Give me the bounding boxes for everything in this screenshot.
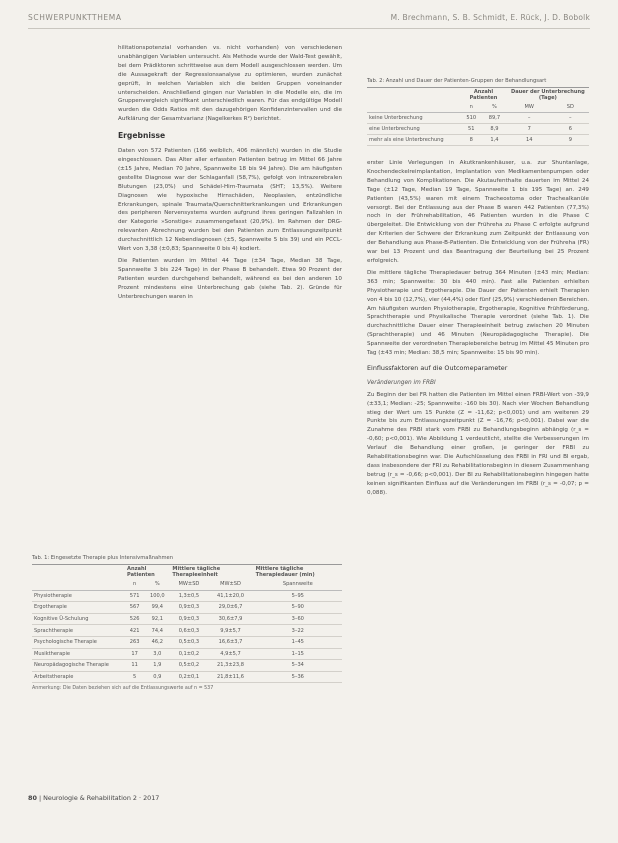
table-1-header-daily: Mittlere tägliche Therapieeinheit bbox=[170, 565, 253, 580]
cell-mw-units: 0,2±0,1 bbox=[170, 671, 207, 683]
table-1-header-patients: Anzahl Patienten bbox=[125, 565, 170, 580]
row-label: eine Unterbrechung bbox=[367, 124, 460, 135]
row-label: Arbeitstherapie bbox=[32, 671, 125, 683]
cell-mw-minutes: 4,9±5,7 bbox=[207, 648, 253, 660]
table-row bbox=[32, 660, 342, 672]
cell-mw-units: 0,9±0,3 bbox=[170, 602, 207, 614]
duration-paragraph: Die Patienten wurden im Mittel 44 Tage (±34 Tage, Median 38 Tage, Spannweite 3 bis 224 Tage) in der Phase B behandelt. Etwa 90 Prozent der Patienten wurden durchgehend behandelt, während es bei den anderen 10 Prozent mindestens eine Unterbrechung gab (siehe Tab. 2). Gründe für Unterbrechungen waren in bbox=[118, 257, 342, 300]
table-2-subheader: n bbox=[460, 102, 482, 113]
table-1-grid bbox=[32, 564, 342, 683]
intro-paragraph: hilitationspotenzial vorhanden vs. nicht vorhanden) von verschiedenen unabhängigen Variablen untersucht. Als Methode wurde der Wald-Test gewählt, bei dem Prädiktoren schrittweise aus dem Modell ausgeschlossen werden. Um die Aussagekraft der Regressionsanalyse zu optimieren, wurden zunächst geprüft, in welchen Variablen sich die beiden Gruppen voneinander unterscheiden. Anschließend gingen nur Variablen in die Modelle ein, die im Gruppenvergleich signifikant unterschiedlich waren. Für das endgültige Modell wurden die Odds Ratios mit den dazugehörigen Konfidenzintervallen und die Aufklärung der Gesamtvarianz (Nagelkerkes R²) berichtet. bbox=[118, 45, 342, 123]
table-row bbox=[32, 625, 342, 637]
left-column bbox=[118, 44, 342, 304]
section-label: SCHWERPUNKTTHEMA bbox=[28, 13, 122, 22]
cell-mw-units: 1,3±0,5 bbox=[170, 590, 207, 602]
cell-mw-units: 0,6±0,3 bbox=[170, 625, 207, 637]
cell-range: 5–36 bbox=[254, 671, 342, 683]
cell-pct: 89,7 bbox=[482, 113, 507, 124]
cell-n: 567 bbox=[125, 602, 144, 614]
footer-separator: | bbox=[38, 794, 44, 802]
table-2 bbox=[367, 78, 589, 146]
cell-n: 17 bbox=[125, 648, 144, 660]
row-label: Ergotherapie bbox=[32, 602, 125, 614]
table-row bbox=[32, 636, 342, 648]
cell-pct: 0,9 bbox=[144, 671, 170, 683]
table-row bbox=[32, 602, 342, 614]
cell-pct: 46,2 bbox=[144, 636, 170, 648]
cell-mw-minutes: 41,1±20,0 bbox=[207, 590, 253, 602]
cell-mw: 7 bbox=[507, 124, 552, 135]
cell-pct: 99,4 bbox=[144, 602, 170, 614]
cell-pct: 1,9 bbox=[144, 660, 170, 672]
table-1-body bbox=[32, 590, 342, 683]
row-label: mehr als eine Unterbrechung bbox=[367, 135, 460, 146]
cell-n: 5 bbox=[125, 671, 144, 683]
table-row bbox=[32, 613, 342, 625]
row-label: Psychologische Therapie bbox=[32, 636, 125, 648]
cell-n: 526 bbox=[125, 613, 144, 625]
table-2-caption: Tab. 2: Anzahl und Dauer der Patienten-Gruppen der Behandlungsart bbox=[367, 78, 547, 84]
frbi-subheading: Veränderungen im FRBI bbox=[367, 379, 436, 386]
cell-range: 5–34 bbox=[254, 660, 342, 672]
table-1 bbox=[32, 555, 342, 691]
table-1-header-duration: Mittlere tägliche Therapiedauer (min) bbox=[254, 565, 342, 580]
right-paragraph-2: Die mittlere tägliche Therapiedauer betrug 364 Minuten (±43 min; Median: 363 min; Spannweite: 30 bis 440 min). Fast alle Patienten erhielten Physiotherapie und Ergotherapie. Die Dauer der Patienten erhielt Therapien von 4 bis 10 (12,7%), vier (44,4%) oder fünf (25,9%) verschiedenen Bereichen. Am häufigsten wurden Physiotherapie, Ergotherapie, Kognitive Frühförderung, Sprachtherapie und Physikalische Therapie verordnet (siehe Tab. 1). Die durchschnittliche Dauer einer Therapieeinheit betrug zwischen 20 Minuten (Sprachtherapie) und 46 Minuten (Neuropädagogische Therapie). Die Spannweite der verordneten Therapiebereiche betrug im Mittel 45 Minuten pro Tag (±43 min; Median: 38,5 min; Spannweite: 15 bis 90 min). bbox=[367, 269, 590, 357]
cell-range: 1–15 bbox=[254, 648, 342, 660]
cell-n: 510 bbox=[460, 113, 482, 124]
cell-mw-units: 0,9±0,3 bbox=[170, 613, 207, 625]
table-1-subheader: % bbox=[144, 579, 170, 590]
cell-mw-units: 0,5±0,2 bbox=[170, 660, 207, 672]
cell-range: 5–90 bbox=[254, 602, 342, 614]
table-1-note: Anmerkung: Die Daten beziehen sich auf die Entlassungswerte auf n = 537 bbox=[32, 686, 214, 692]
cell-range: 3–60 bbox=[254, 613, 342, 625]
table-row bbox=[32, 590, 342, 602]
table-1-subheader: MW±SD bbox=[207, 579, 253, 590]
table-2-header-patients: Anzahl Patienten bbox=[460, 88, 507, 103]
row-label: Kognitive Ü-Schulung bbox=[32, 613, 125, 625]
right-paragraph-3: Zu Beginn der bei FR hatten die Patienten im Mittel einen FRBI-Wert von -39,9 (±33,1; Median: -25; Spannweite: -160 bis 30). Nach vier Wochen Behandlung stieg der Wert um 15 Punkte (Z = -11,62; p<0,001) und am weiteren 29 Punkte bis zum Entlassungszeitpunkt (Z = -16,76; p<0,001). Dabei war die Zunahme des FRBI stark vom FRBI zu Behandlungsbeginn abhängig (r_s = -0,60; p<0,001). Wie Abbildung 1 verdeutlicht, stellte die Verbesserungen im Verlauf die Behandlung einer großen, je geringer der FRBI zu Rehabilitationsbeginn war. Die Aufschlüsselung des FRBI in FRI und BI ergab, dass insbesondere der FRI zu Rehabilitationsbeginn in diesem Zusammenhang betrug (r_s = -0,66; p<0,001). Der BI zu Rehabilitationsbeginn hingegen hatte keinen signifikanten Einfluss auf die Veränderungen im FRBI (r_s = -0,07; p = 0,088). bbox=[367, 391, 589, 496]
right-column bbox=[367, 159, 589, 501]
row-label: Musiktherapie bbox=[32, 648, 125, 660]
cell-range: 5–95 bbox=[254, 590, 342, 602]
outcome-heading: Einflussfaktoren auf die Outcomeparameter bbox=[367, 363, 508, 372]
cell-mw-minutes: 21,8±11,6 bbox=[207, 671, 253, 683]
cell-sd: 6 bbox=[552, 124, 589, 135]
table-2-subheader-blank bbox=[367, 102, 460, 113]
table-1-subheader: MW±SD bbox=[170, 579, 207, 590]
cell-pct: 1,4 bbox=[482, 135, 507, 146]
cell-n: 571 bbox=[125, 590, 144, 602]
table-1-caption: Tab. 1: Eingesetzte Therapie plus Intensivmaßnahmen bbox=[32, 555, 174, 561]
table-row bbox=[32, 648, 342, 660]
cell-n: 263 bbox=[125, 636, 144, 648]
cell-pct: 92,1 bbox=[144, 613, 170, 625]
table-2-grid bbox=[367, 87, 589, 146]
cell-mw: 14 bbox=[507, 135, 552, 146]
cell-mw-units: 0,5±0,3 bbox=[170, 636, 207, 648]
cell-mw-minutes: 21,3±23,8 bbox=[207, 660, 253, 672]
row-label: Sprachtherapie bbox=[32, 625, 125, 637]
table-row bbox=[367, 135, 589, 146]
results-heading: Ergebnisse bbox=[118, 131, 166, 141]
cell-mw-minutes: 29,0±6,7 bbox=[207, 602, 253, 614]
table-1-subheader: Spannweite bbox=[254, 579, 342, 590]
cell-pct: 74,4 bbox=[144, 625, 170, 637]
cell-mw-minutes: 16,6±3,7 bbox=[207, 636, 253, 648]
table-row bbox=[32, 671, 342, 683]
cell-mw-minutes: 9,9±5,7 bbox=[207, 625, 253, 637]
cell-n: 8 bbox=[460, 135, 482, 146]
row-label: Physiotherapie bbox=[32, 590, 125, 602]
cell-range: 3–22 bbox=[254, 625, 342, 637]
cell-pct: 8,9 bbox=[482, 124, 507, 135]
cell-pct: 100,0 bbox=[144, 590, 170, 602]
cell-mw-units: 0,1±0,2 bbox=[170, 648, 207, 660]
table-row bbox=[367, 124, 589, 135]
authors-line: M. Brechmann, S. B. Schmidt, E. Rück, J. D. Bobolk bbox=[390, 13, 590, 22]
cell-mw: – bbox=[507, 113, 552, 124]
table-2-subheader: % bbox=[482, 102, 507, 113]
cell-pct: 3,0 bbox=[144, 648, 170, 660]
cell-sd: – bbox=[552, 113, 589, 124]
cell-range: 1–45 bbox=[254, 636, 342, 648]
cell-sd: 9 bbox=[552, 135, 589, 146]
table-2-header-duration: Dauer der Unterbrechung (Tage) bbox=[507, 88, 589, 103]
cell-n: 11 bbox=[125, 660, 144, 672]
running-head bbox=[28, 10, 590, 29]
journal-name: Neurologie & Rehabilitation 2 · 2017 bbox=[43, 794, 160, 802]
row-label: Neuropädagogische Therapie bbox=[32, 660, 125, 672]
cell-n: 51 bbox=[460, 124, 482, 135]
table-1-corner bbox=[32, 565, 125, 580]
table-2-subheader: SD bbox=[552, 102, 589, 113]
table-row bbox=[367, 113, 589, 124]
table-1-subheader: n bbox=[125, 579, 144, 590]
row-label: keine Unterbrechung bbox=[367, 113, 460, 124]
table-2-corner bbox=[367, 88, 460, 103]
page-footer bbox=[28, 794, 159, 802]
right-paragraph-1: erster Linie Verlegungen in Akutkrankenhäuser, u.a. zur Shuntanlage, Knochendeckelreimplantation, Implantation von Medikamentenpumpen oder Behandlung von Komplikationen. Die Akutaufenthalte dauerten im Mittel 24 Tage (±12 Tage, Median 19 Tage, Spannweite 1 bis 195 Tage) an. 249 Patienten (43,5%) waren mit einem Tracheostoma oder Trachealkanüle versorgt. Bei der Entlassung aus der Phase B waren 442 Patienten (77,3%) noch in der Frührehabilitation, 46 Patienten wurden in die Phase C übergeleitet. Die Entwicklung von der Frühreha zu Phase C erfolgte aufgrund der Kriterien der Schwere der Erkrankung zum Zeitpunkt der Entlassung von der Behandlung aus Phase-B-Patienten. Die Entwicklung von der Frühreha (FR) war bei 13 Prozent und das Beantragung der Beurteilung bei 25 Prozent erfolgreich. bbox=[367, 160, 589, 264]
cell-mw-minutes: 30,6±7,9 bbox=[207, 613, 253, 625]
page-number: 80 bbox=[28, 794, 37, 802]
table-1-subheader-blank bbox=[32, 579, 125, 590]
table-2-subheader: MW bbox=[507, 102, 552, 113]
cell-n: 421 bbox=[125, 625, 144, 637]
results-paragraph: Daten von 572 Patienten (166 weiblich, 406 männlich) wurden in die Studie eingeschlossen. Das Alter aller erfassten Patienten betrug im Mittel 66 Jahre (±15 Jahre, Median 70 Jahre, Spannweite 18 bis 94 Jahre). Die am häufigsten gestellte Diagnose war der Schlaganfall (58,7%), gefolgt von intrazerebralen Blutungen (23,0%) und Schädel-Hirn-Traumata (SHT; 13,5%). Weitere Diagnosen wie hypoxische Hirnschäden, Neoplasien, entzündliche Erkrankungen, spinale Traumata/Querschnitterkrankungen und Erkrankungen des peripheren Nervensystems wurden aufgrund ihres geringen Fallzahlen in der Kategorie »Sonstige« zusammengefasst (20,9%). Im Rahmen der DRG-relevanten Abrechnung wurden bei den Patienten zum Entlassungszeitpunkt durchschnittlich 12 Nebendiagnosen (±5, Spannweite 5 bis 39) und ein PCCL-Wert von 3,38 (±0,83; Spannweite 0 bis 4) kodiert. bbox=[118, 148, 342, 253]
